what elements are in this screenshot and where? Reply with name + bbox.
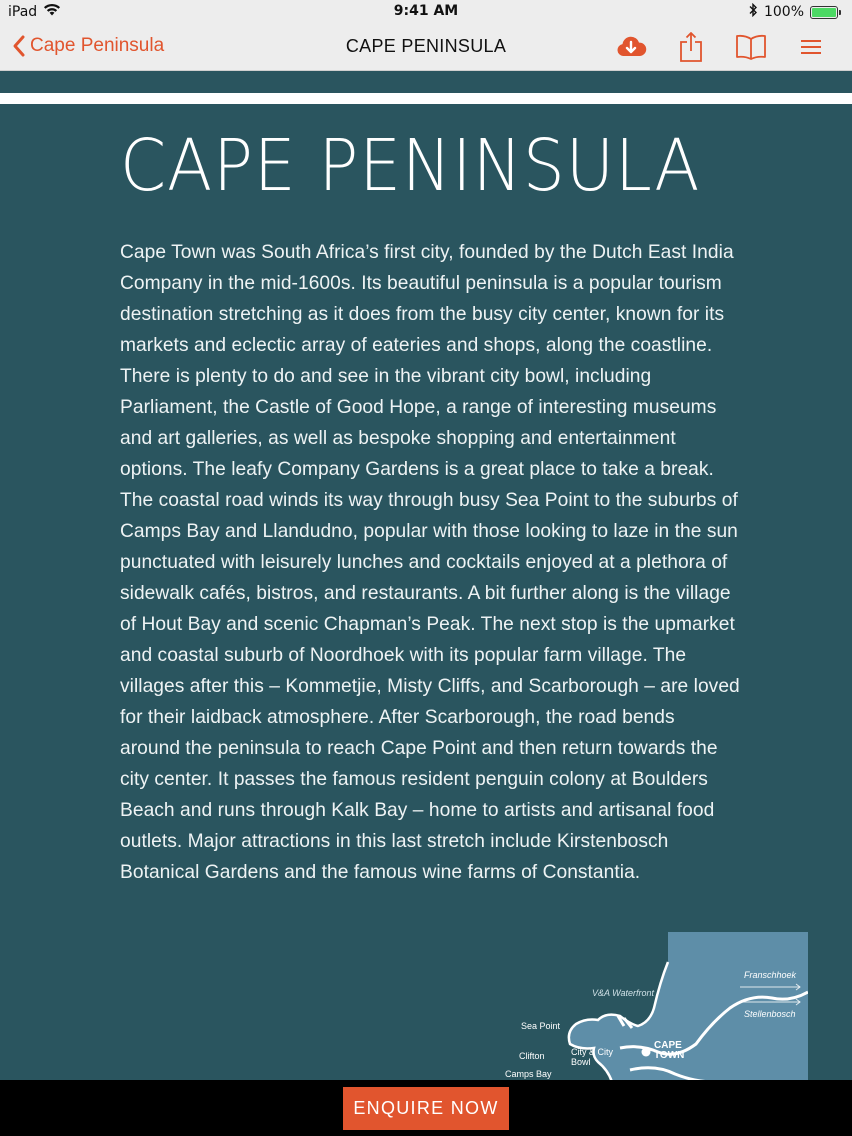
status-right bbox=[749, 3, 838, 21]
download-cloud-icon[interactable] bbox=[614, 30, 648, 64]
device-name: iPad bbox=[8, 3, 38, 20]
bluetooth-icon bbox=[749, 3, 758, 21]
menu-icon[interactable] bbox=[794, 30, 828, 64]
status-time: 9:41 AM bbox=[393, 3, 459, 19]
nav-bar bbox=[0, 24, 852, 71]
map-label-franschhoek: Franschhoek bbox=[744, 970, 797, 980]
status-bar bbox=[0, 0, 852, 24]
map-label-camps-bay: Camps Bay bbox=[505, 1069, 552, 1079]
map-label-cape-town-line1: CAPE bbox=[654, 1040, 682, 1051]
share-icon[interactable] bbox=[674, 30, 708, 64]
chevron-left-icon bbox=[12, 34, 26, 58]
map-label-sea-point: Sea Point bbox=[521, 1021, 561, 1031]
nav-actions bbox=[614, 30, 828, 64]
book-icon[interactable] bbox=[734, 30, 768, 64]
map-label-city-bowl-line2: Bowl bbox=[571, 1057, 591, 1067]
top-divider-stripe bbox=[0, 93, 852, 104]
nav-title: CAPE PENINSULA bbox=[345, 36, 507, 56]
enquire-now-button[interactable]: ENQUIRE NOW bbox=[343, 1087, 509, 1130]
map-label-stellenbosch: Stellenbosch bbox=[744, 1009, 796, 1019]
battery-percent: 100% bbox=[763, 4, 804, 20]
map-label-cape-town-line2: TOWN bbox=[654, 1050, 685, 1061]
back-button-label: Cape Peninsula bbox=[30, 35, 165, 56]
battery-icon bbox=[810, 6, 838, 19]
map-label-clifton: Clifton bbox=[519, 1051, 545, 1061]
bottom-bar bbox=[0, 1080, 852, 1136]
map-label-city-bowl-line1: City & City bbox=[571, 1047, 614, 1057]
page-heading: CAPE PENINSULA bbox=[120, 124, 701, 207]
map-label-city-bowl bbox=[571, 1047, 613, 1067]
body-paragraph: Cape Town was South Africa’s first city, founded by the Dutch East India Company in the mid-1600s. Its beautiful peninsula is a popular tourism destination stretching as it does from the busy city center, known for its markets and eclectic array of eateries and shops, along the coastline. There is plenty to do and see in the vibrant city bowl, including Parliament, the Castle of Good Hope, a range of interesting museums and art galleries, as well as bespoke shopping and entertainment options. The leafy Company Gardens is a great place to take a break. The coastal road winds its way through busy Sea Point to the suburbs of Camps Bay and Llandudno, popular with those looking to laze in the sun punctuated with leisurely lunches and cocktails enjoyed at a plethora of sidewalk cafés, bistros, and restaurants. A bit further along is the village of Hout Bay and scenic Chapman’s Peak. The next stop is the upmarket and coastal suburb of Noordhoek with its popular farm village. The villages after this – Kommetjie, Misty Cliffs, and Scarborough – are loved for their laidback atmosphere. After Scarborough, the road bends around the peninsula to reach Cape Point and then return towards the city center. It passes the famous resident penguin colony at Boulders Beach and runs through Kalk Bay – home to artists and artisanal food outlets. Major attractions in this last stretch include Kirstenbosch Botanical Gardens and the famous wine farms of Constantia. bbox=[120, 242, 740, 883]
battery-level bbox=[812, 8, 836, 17]
map-label-cape-town bbox=[654, 1041, 684, 1061]
map-label-waterfront: V&A Waterfront bbox=[592, 988, 655, 998]
back-button[interactable] bbox=[12, 34, 164, 58]
region-map[interactable] bbox=[490, 932, 808, 1082]
